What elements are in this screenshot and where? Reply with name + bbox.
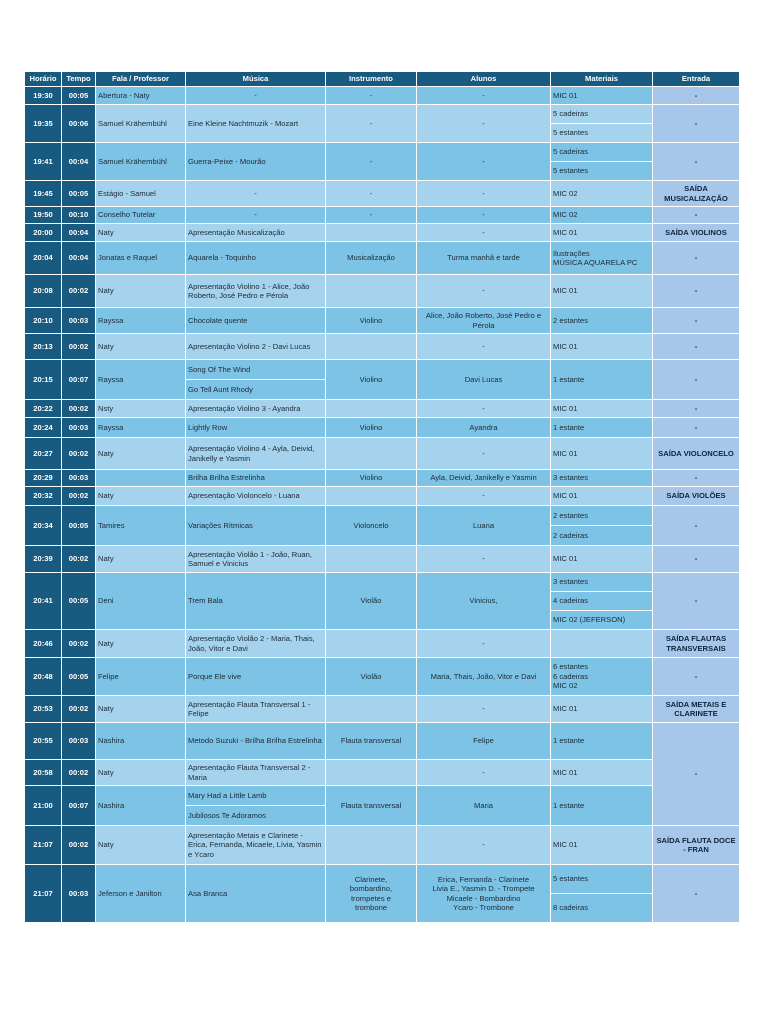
cell-fala: Jonatas e Raquel	[96, 242, 186, 275]
cell-instrumento	[326, 224, 417, 242]
cell-alunos: -	[417, 487, 551, 506]
cell-materiais	[551, 630, 653, 658]
cell-tempo: 00:02	[62, 334, 96, 360]
cell-materiais: MIC 01	[551, 87, 653, 105]
cell-alunos: -	[417, 696, 551, 723]
cell-materiais: 2 estantes	[551, 506, 653, 526]
cell-fala: Nsty	[96, 400, 186, 418]
cell-tempo: 00:04	[62, 242, 96, 275]
cell-entrada: -	[653, 573, 740, 630]
cell-tempo: 00:05	[62, 573, 96, 630]
cell-alunos: Davi Lucas	[417, 360, 551, 400]
cell-entrada: SAÍDA METAIS E CLARINETE	[653, 696, 740, 723]
cell-instrumento	[326, 546, 417, 573]
cell-materiais: MIC 02 (JEFERSON)	[551, 611, 653, 630]
cell-entrada: -	[653, 865, 740, 923]
cell-alunos: Felipe	[417, 723, 551, 760]
cell-horario: 20:15	[25, 360, 62, 400]
cell-tempo: 00:05	[62, 506, 96, 546]
table-row	[25, 438, 740, 470]
cell-fala: Estágio - Samuel	[96, 181, 186, 207]
cell-alunos: Ayla, Deivid, Janikelly e Yasmin	[417, 470, 551, 487]
cell-alunos: Vinicius,	[417, 573, 551, 630]
table-row	[25, 573, 740, 592]
header-horario: Horário	[25, 72, 62, 87]
cell-entrada: -	[653, 506, 740, 546]
cell-tempo: 00:07	[62, 786, 96, 826]
cell-fala: Naty	[96, 487, 186, 506]
instrumento-line: Clarinete,	[354, 874, 388, 884]
cell-horario: 19:30	[25, 87, 62, 105]
cell-horario: 20:29	[25, 470, 62, 487]
cell-horario: 20:22	[25, 400, 62, 418]
cell-materiais: MIC 01	[551, 760, 653, 786]
cell-alunos: -	[417, 760, 551, 786]
cell-musica: Asa Branca	[186, 865, 326, 923]
cell-entrada: -	[653, 658, 740, 696]
cell-fala: Jeferson e Janilton	[96, 865, 186, 923]
cell-instrumento	[326, 760, 417, 786]
cell-horario: 20:53	[25, 696, 62, 723]
cell-instrumento	[326, 826, 417, 865]
cell-entrada: SAÍDA MUSICALIZAÇÃO	[653, 181, 740, 207]
cell-alunos: -	[417, 400, 551, 418]
cell-instrumento: Violão	[326, 658, 417, 696]
table-row	[25, 546, 740, 573]
cell-horario: 21:07	[25, 865, 62, 923]
cell-entrada: -	[653, 308, 740, 334]
cell-materiais: 2 estantes	[551, 308, 653, 334]
cell-musica: Metodo Suzuki - Brilha Brilha Estrelinha	[186, 723, 326, 760]
cell-entrada: -	[653, 546, 740, 573]
cell-materiais: 1 estante	[551, 418, 653, 438]
cell-musica: Apresentação Violino 2 - Davi Lucas	[186, 334, 326, 360]
cell-horario: 21:00	[25, 786, 62, 826]
cell-entrada: -	[653, 360, 740, 400]
cell-alunos: -	[417, 630, 551, 658]
materiais-line: Ilustrações	[553, 248, 590, 258]
cell-horario: 19:41	[25, 143, 62, 181]
cell-horario: 20:48	[25, 658, 62, 696]
cell-musica: Apresentação Musicalização	[186, 224, 326, 242]
cell-tempo: 00:05	[62, 87, 96, 105]
cell-fala: Naty	[96, 334, 186, 360]
cell-materiais: 1 estante	[551, 360, 653, 400]
instrumento-line: trompetes e	[350, 893, 392, 903]
table-row	[25, 865, 740, 894]
table-row	[25, 181, 740, 207]
cell-fala: Rayssa	[96, 308, 186, 334]
header-row	[25, 72, 740, 87]
cell-horario: 21:07	[25, 826, 62, 865]
cell-instrumento: Violino	[326, 418, 417, 438]
table-row	[25, 334, 740, 360]
table-row	[25, 723, 740, 760]
cell-fala: Naty	[96, 275, 186, 308]
cell-fala	[96, 470, 186, 487]
cell-materiais: MIC 01	[551, 438, 653, 470]
cell-entrada: -	[653, 242, 740, 275]
cell-musica: Trem Bala	[186, 573, 326, 630]
cell-alunos: Ayandra	[417, 418, 551, 438]
cell-alunos: -	[417, 826, 551, 865]
cell-entrada: SAÍDA VIOLINOS	[653, 224, 740, 242]
cell-tempo: 00:04	[62, 143, 96, 181]
instrumento-line: bombardino,	[349, 884, 393, 894]
cell-materiais: 3 estantes	[551, 470, 653, 487]
table-row	[25, 308, 740, 334]
cell-fala: Naty	[96, 826, 186, 865]
cell-materiais: MIC 01	[551, 696, 653, 723]
header-tempo: Tempo	[62, 72, 96, 87]
cell-fala: Naty	[96, 546, 186, 573]
cell-horario: 20:32	[25, 487, 62, 506]
cell-instrumento: -	[326, 207, 417, 224]
cell-musica: Apresentação Flauta Transversal 2 - Maria	[186, 760, 326, 786]
cell-materiais: 4 cadeiras	[551, 592, 653, 611]
cell-materiais	[551, 242, 653, 275]
materiais-line: 6 cadeiras	[553, 671, 589, 681]
cell-musica: -	[186, 181, 326, 207]
cell-fala: Deni	[96, 573, 186, 630]
cell-materiais: 5 estantes	[551, 124, 653, 143]
cell-alunos: -	[417, 334, 551, 360]
cell-musica: Guerra-Peixe - Mourão	[186, 143, 326, 181]
cell-horario: 19:45	[25, 181, 62, 207]
alunos-line: Livia E., Yasmin D. - Trompete	[432, 884, 535, 894]
cell-materiais: 1 estante	[551, 723, 653, 760]
cell-horario: 20:55	[25, 723, 62, 760]
cell-materiais: 1 estante	[551, 786, 653, 826]
cell-entrada: -	[653, 275, 740, 308]
cell-instrumento	[326, 487, 417, 506]
cell-horario: 19:35	[25, 105, 62, 143]
cell-entrada: -	[653, 470, 740, 487]
cell-horario: 20:04	[25, 242, 62, 275]
cell-horario: 20:00	[25, 224, 62, 242]
table-row	[25, 224, 740, 242]
cell-horario: 20:13	[25, 334, 62, 360]
cell-instrumento	[326, 438, 417, 470]
cell-instrumento	[326, 334, 417, 360]
cell-entrada: SAÍDA VIOLÕES	[653, 487, 740, 506]
cell-materiais: MIC 02	[551, 207, 653, 224]
cell-materiais: MIC 01	[551, 826, 653, 865]
cell-materiais: MIC 01	[551, 487, 653, 506]
table-row	[25, 105, 740, 124]
cell-alunos: -	[417, 207, 551, 224]
materiais-line: MÚSICA AQUARELA PC	[553, 258, 638, 267]
cell-alunos: Maria	[417, 786, 551, 826]
cell-musica: Eine Kleine Nachtmuzik - Mozart	[186, 105, 326, 143]
cell-tempo: 00:02	[62, 630, 96, 658]
cell-instrumento: -	[326, 87, 417, 105]
cell-fala: Felipe	[96, 658, 186, 696]
cell-instrumento: Flauta transversal	[326, 723, 417, 760]
cell-instrumento: Violino	[326, 470, 417, 487]
cell-alunos	[417, 865, 551, 923]
cell-materiais: 3 estantes	[551, 573, 653, 592]
table-row	[25, 826, 740, 865]
cell-fala: Conselho Tutelar	[96, 207, 186, 224]
cell-materiais: MIC 02	[551, 181, 653, 207]
cell-materiais: 5 cadeiras	[551, 143, 653, 162]
cell-instrumento: -	[326, 143, 417, 181]
cell-alunos: -	[417, 224, 551, 242]
header-musica: Música	[186, 72, 326, 87]
cell-horario: 20:58	[25, 760, 62, 786]
cell-fala: Tamires	[96, 506, 186, 546]
cell-musica: Jubilosos Te Adoramos	[186, 806, 326, 826]
cell-horario: 20:10	[25, 308, 62, 334]
cell-tempo: 00:02	[62, 487, 96, 506]
cell-musica: Brilha Brilha Estrelinha	[186, 470, 326, 487]
cell-instrumento: Musicalização	[326, 242, 417, 275]
header-alunos: Alunos	[417, 72, 551, 87]
cell-entrada: -	[653, 87, 740, 105]
cell-tempo: 00:03	[62, 308, 96, 334]
cell-materiais: MIC 01	[551, 275, 653, 308]
cell-instrumento: -	[326, 181, 417, 207]
cell-alunos: -	[417, 143, 551, 181]
cell-alunos: Alice, João Roberto, José Pedro e Pérola	[417, 308, 551, 334]
cell-musica: Apresentação Violão 2 - Maria, Thais, João, Vitor e Davi	[186, 630, 326, 658]
header-entrada: Entrada	[653, 72, 740, 87]
cell-entrada: -	[653, 105, 740, 143]
cell-tempo: 00:03	[62, 418, 96, 438]
cell-entrada: SAÍDA VIOLONCELO	[653, 438, 740, 470]
cell-alunos: Luana	[417, 506, 551, 546]
table-row	[25, 275, 740, 308]
cell-materiais: 5 cadeiras	[551, 105, 653, 124]
cell-tempo: 00:02	[62, 400, 96, 418]
cell-fala: Naty	[96, 630, 186, 658]
cell-horario: 20:41	[25, 573, 62, 630]
cell-materiais: 5 estantes	[551, 162, 653, 181]
cell-instrumento	[326, 696, 417, 723]
table-row	[25, 506, 740, 526]
cell-fala: Rayssa	[96, 360, 186, 400]
table-row	[25, 760, 740, 786]
cell-materiais: MIC 01	[551, 224, 653, 242]
cell-fala: Abertura - Naty	[96, 87, 186, 105]
cell-musica: Apresentação Violino 1 - Alice, João Roberto, José Pedro e Pérola	[186, 275, 326, 308]
cell-alunos: Turma manhã e tarde	[417, 242, 551, 275]
cell-horario: 20:34	[25, 506, 62, 546]
cell-fala: Samuel Krähembühl	[96, 105, 186, 143]
cell-alunos: -	[417, 181, 551, 207]
cell-fala: Naty	[96, 224, 186, 242]
cell-entrada: SAÍDA FLAUTA DOCE - FRAN	[653, 826, 740, 865]
cell-materiais: MIC 01	[551, 400, 653, 418]
cell-tempo: 00:06	[62, 105, 96, 143]
cell-instrumento: Violão	[326, 573, 417, 630]
cell-entrada: -	[653, 400, 740, 418]
cell-fala: Samuel Krähembühl	[96, 143, 186, 181]
cell-fala: Nashira	[96, 723, 186, 760]
cell-materiais: MIC 01	[551, 334, 653, 360]
cell-musica: Aquarela - Toquinho	[186, 242, 326, 275]
cell-fala: Nashira	[96, 786, 186, 826]
cell-horario: 19:50	[25, 207, 62, 224]
cell-entrada: -	[653, 143, 740, 181]
table-row	[25, 418, 740, 438]
cell-instrumento: Violino	[326, 308, 417, 334]
cell-musica: Apresentação Violino 4 - Ayla, Deivid, Janikelly e Yasmin	[186, 438, 326, 470]
cell-entrada: SAÍDA FLAUTAS TRANSVERSAIS	[653, 630, 740, 658]
table-row	[25, 242, 740, 275]
table-row	[25, 470, 740, 487]
cell-musica: Mary Had a Little Lamb	[186, 786, 326, 806]
table-row	[25, 87, 740, 105]
cell-tempo: 00:05	[62, 658, 96, 696]
cell-alunos: -	[417, 275, 551, 308]
cell-tempo: 00:02	[62, 696, 96, 723]
cell-materiais: 5 estantes	[551, 865, 653, 894]
cell-entrada: -	[653, 207, 740, 224]
cell-musica: Apresentação Violoncelo - Luana	[186, 487, 326, 506]
cell-materiais: 8 cadeiras	[551, 894, 653, 923]
cell-tempo: 00:03	[62, 470, 96, 487]
table-row	[25, 630, 740, 658]
alunos-line: Ycaro - Trombone	[453, 902, 514, 912]
cell-tempo: 00:03	[62, 865, 96, 923]
cell-horario: 20:46	[25, 630, 62, 658]
cell-horario: 20:27	[25, 438, 62, 470]
cell-tempo: 00:04	[62, 224, 96, 242]
table-row	[25, 487, 740, 506]
cell-instrumento: Flauta transversal	[326, 786, 417, 826]
table-row	[25, 658, 740, 696]
cell-tempo: 00:02	[62, 760, 96, 786]
cell-tempo: 00:10	[62, 207, 96, 224]
cell-alunos: -	[417, 438, 551, 470]
cell-instrumento: -	[326, 105, 417, 143]
cell-fala: Rayssa	[96, 418, 186, 438]
header-instrumento: Instrumento	[326, 72, 417, 87]
header-materiais: Materiais	[551, 72, 653, 87]
cell-tempo: 00:07	[62, 360, 96, 400]
schedule-table	[24, 71, 740, 923]
cell-instrumento	[326, 630, 417, 658]
table-row	[25, 786, 740, 806]
cell-materiais	[551, 658, 653, 696]
cell-horario: 20:24	[25, 418, 62, 438]
cell-alunos: -	[417, 87, 551, 105]
cell-alunos: -	[417, 105, 551, 143]
cell-fala: Naty	[96, 760, 186, 786]
cell-materiais: MIC 01	[551, 546, 653, 573]
cell-musica: Go Tell Aunt Rhody	[186, 380, 326, 400]
cell-musica: Variações Rítmicas	[186, 506, 326, 546]
cell-fala: Naty	[96, 438, 186, 470]
cell-horario: 20:39	[25, 546, 62, 573]
cell-tempo: 00:02	[62, 438, 96, 470]
cell-musica: Apresentação Violino 3 - Ayandra	[186, 400, 326, 418]
cell-musica: Lightly Row	[186, 418, 326, 438]
cell-musica: -	[186, 87, 326, 105]
cell-instrumento	[326, 400, 417, 418]
alunos-line: Erica, Fernanda - Clarinete	[437, 874, 530, 884]
cell-musica: -	[186, 207, 326, 224]
cell-musica: Song Of The Wind	[186, 360, 326, 380]
cell-alunos: Maria, Thais, João, Vitor e Davi	[417, 658, 551, 696]
table-row	[25, 143, 740, 162]
cell-instrumento: Violoncelo	[326, 506, 417, 546]
cell-alunos: -	[417, 546, 551, 573]
cell-entrada: -	[653, 334, 740, 360]
cell-entrada: -	[653, 418, 740, 438]
cell-tempo: 00:02	[62, 275, 96, 308]
instrumento-line: trombone	[354, 902, 388, 912]
table-row	[25, 207, 740, 224]
cell-tempo: 00:02	[62, 826, 96, 865]
materiais-line: 6 estantes	[553, 662, 589, 672]
cell-instrumento	[326, 275, 417, 308]
table-row	[25, 696, 740, 723]
table-row	[25, 400, 740, 418]
cell-musica: Apresentação Violão 1 - João, Ruan, Samuel e Vinicius	[186, 546, 326, 573]
cell-musica: Chocolate quente	[186, 308, 326, 334]
cell-instrumento	[326, 865, 417, 923]
cell-instrumento: Violino	[326, 360, 417, 400]
cell-entrada: -	[653, 723, 740, 826]
cell-tempo: 00:03	[62, 723, 96, 760]
cell-horario: 20:08	[25, 275, 62, 308]
cell-musica: Apresentação Flauta Transversal 1 - Felipe	[186, 696, 326, 723]
cell-tempo: 00:02	[62, 546, 96, 573]
alunos-line: Micaele - Bombardino	[446, 893, 521, 903]
materiais-line: MIC 02	[553, 681, 578, 691]
cell-tempo: 00:05	[62, 181, 96, 207]
cell-materiais: 2 cadeiras	[551, 526, 653, 546]
cell-musica: Porque Ele vive	[186, 658, 326, 696]
table-row	[25, 360, 740, 380]
cell-fala: Naty	[96, 696, 186, 723]
header-fala-professor: Fala / Professor	[96, 72, 186, 87]
cell-musica: Apresentação Metais e Clarinete - Erica, Fernanda, Micaele, Lívia, Yasmin e Ycaro	[186, 826, 326, 865]
